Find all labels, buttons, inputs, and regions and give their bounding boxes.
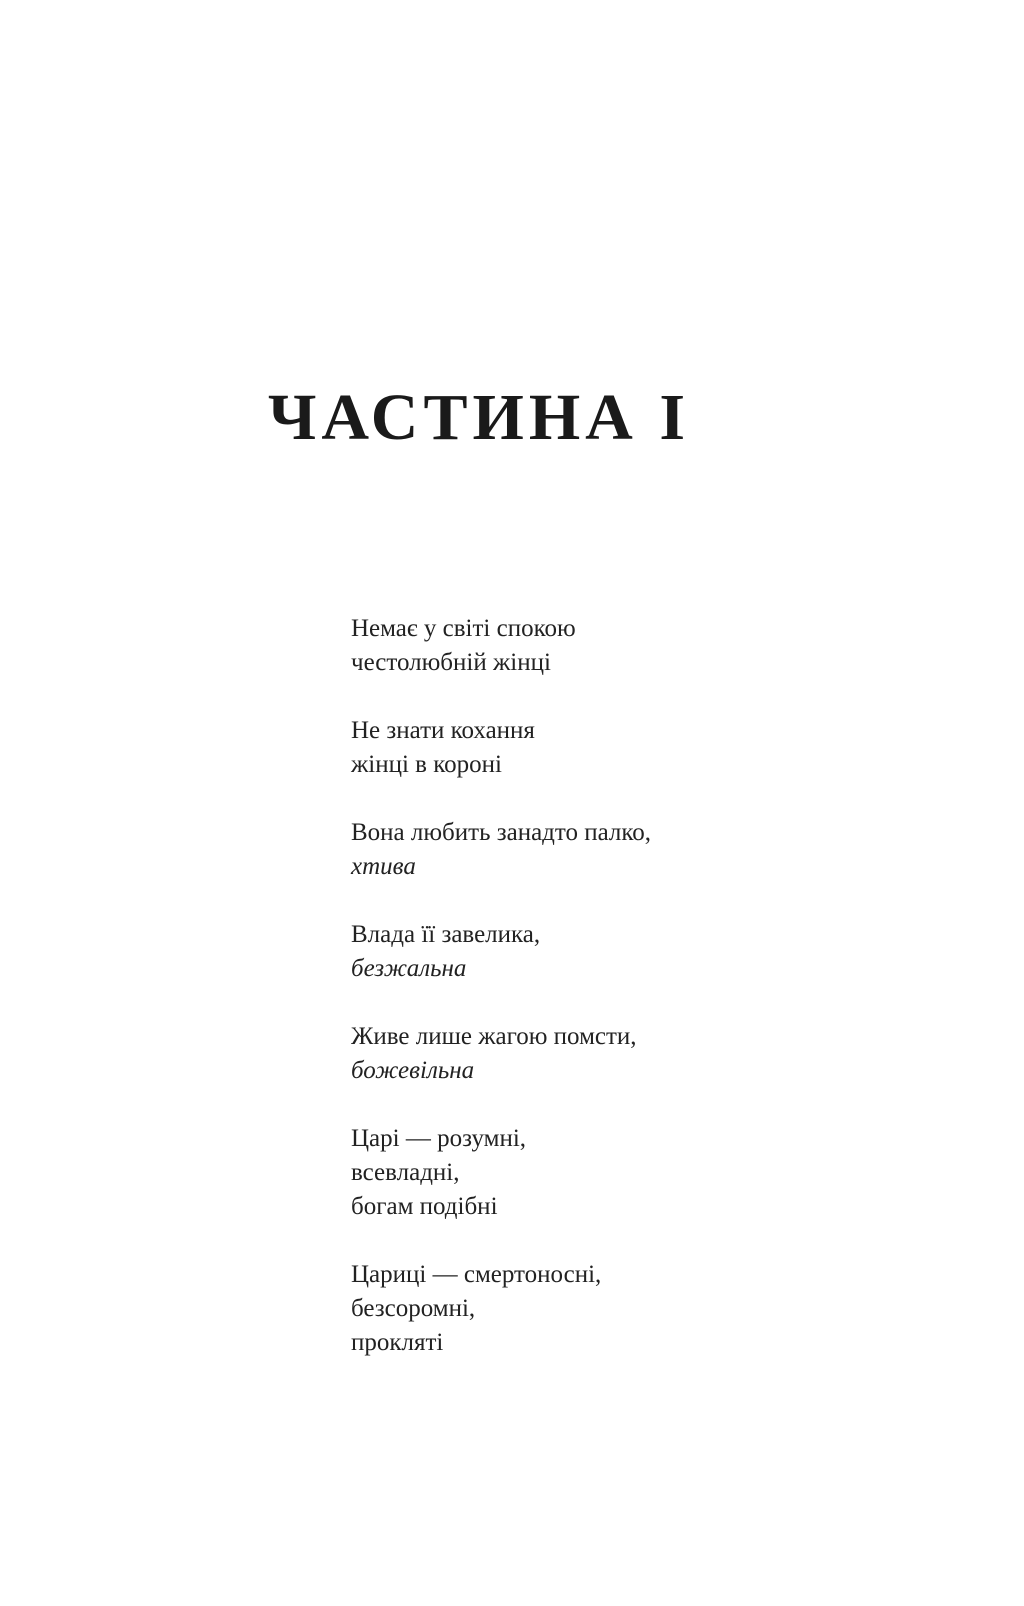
stanza-3	[351, 816, 851, 884]
stanza-2	[351, 714, 851, 782]
poem-line: богам подібні	[351, 1193, 498, 1220]
poem-line: жінці в короні	[351, 751, 502, 778]
poem-line: честолюбній жінці	[351, 649, 551, 676]
poem-line: Немає у світі спокою	[351, 615, 576, 642]
stanza-1	[351, 612, 851, 680]
poem-line-italic: хтива	[351, 853, 416, 880]
poem-line: Царі — розумні,	[351, 1125, 527, 1152]
poem-line: Не знати кохання	[351, 717, 535, 744]
poem-line: безсоромні,	[351, 1295, 476, 1322]
poem-line: Живе лише жагою помсти,	[351, 1023, 637, 1050]
poem-line: Вона любить занадто палко,	[351, 819, 652, 846]
poem-line-italic: божевільна	[351, 1057, 475, 1084]
poem	[351, 612, 851, 1394]
poem-line: Влада її завелика,	[351, 921, 541, 948]
poem-line: всевладні,	[351, 1159, 460, 1186]
poem-line: прокляті	[351, 1329, 444, 1356]
part-title: ЧАСТИНА I	[267, 381, 691, 454]
stanza-7	[351, 1258, 851, 1360]
poem-line-italic: безжальна	[351, 955, 467, 982]
stanza-4	[351, 918, 851, 986]
stanza-5	[351, 1020, 851, 1088]
stanza-6	[351, 1122, 851, 1224]
poem-line: Цариці — смертоносні,	[351, 1261, 602, 1288]
